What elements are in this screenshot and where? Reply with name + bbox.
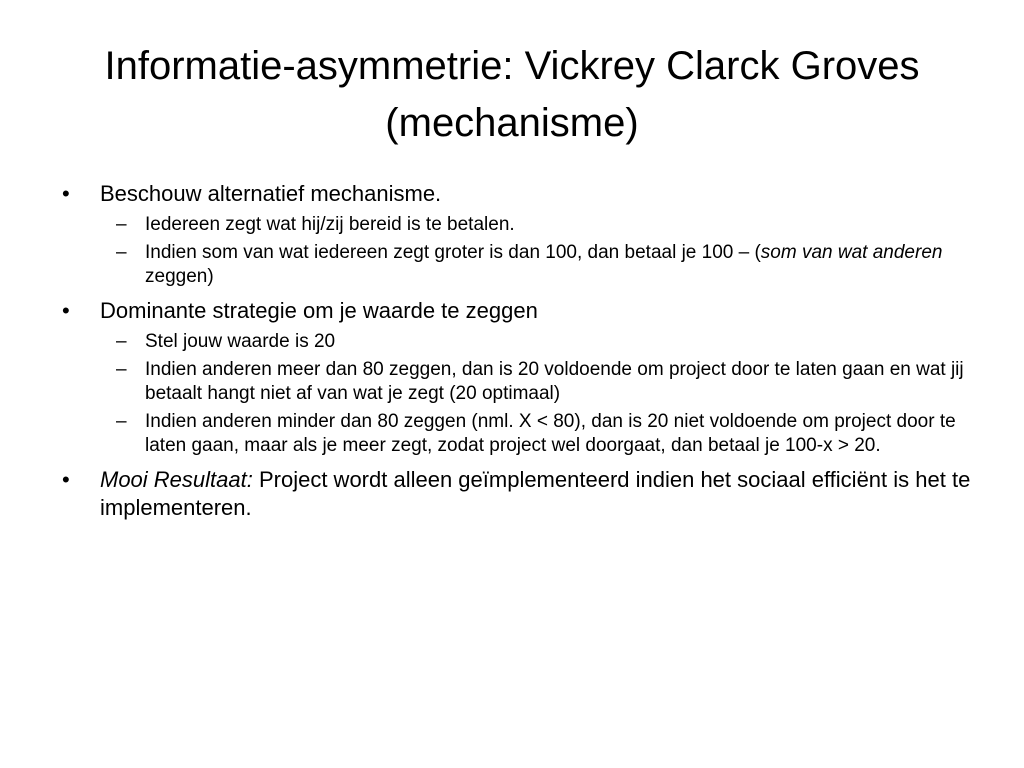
bullet-item — [62, 180, 982, 289]
slide-title: Informatie-asymmetrie: Vickrey Clarck Groves (mechanisme) — [104, 44, 920, 145]
sub-item — [100, 213, 982, 237]
dash-marker: – — [116, 411, 127, 432]
bullet-emphasis: Mooi Resultaat: — [100, 467, 253, 492]
sub-emphasis: som van wat anderen — [760, 242, 943, 263]
bullet-text: Beschouw alternatief mechanisme. — [100, 181, 442, 206]
sub-text: Iedereen zegt wat hij/zij bereid is te betalen. — [145, 214, 515, 235]
bullet-marker: • — [62, 467, 70, 492]
sub-item — [100, 410, 982, 458]
bullet-marker: • — [62, 298, 70, 323]
dash-marker: – — [116, 331, 127, 352]
bullet-item — [62, 466, 982, 522]
sub-item — [100, 241, 982, 289]
sub-text: zeggen) — [145, 266, 214, 287]
bullet-text: Dominante strategie om je waarde te zeggen — [100, 298, 538, 323]
sub-list — [100, 213, 982, 289]
sub-text: Indien som van wat iedereen zegt groter is dan 100, dan betaal je 100 – ( — [145, 242, 761, 263]
sub-text: Indien anderen minder dan 80 zeggen (nml. X < 80), dan is 20 niet voldoende om project door te laten gaan, maar als je meer zegt, zodat project wel doorgaat, dan betaal je 100-x > 20. — [145, 411, 956, 456]
sub-list — [100, 330, 982, 458]
bullet-item — [62, 297, 982, 458]
sub-item — [100, 358, 982, 406]
sub-item — [100, 330, 982, 354]
sub-text: Stel jouw waarde is 20 — [145, 331, 336, 352]
bullet-text: Project wordt alleen geïmplementeerd indien het sociaal efficiënt is het te implementeren. — [100, 467, 971, 520]
dash-marker: – — [116, 359, 127, 380]
dash-marker: – — [116, 214, 127, 235]
slide-content — [62, 180, 982, 522]
dash-marker: – — [116, 242, 127, 263]
bullet-marker: • — [62, 181, 70, 206]
sub-text: Indien anderen meer dan 80 zeggen, dan is 20 voldoende om project door te laten gaan en wat jij betaalt hangt niet af van wat je zegt (20 optimaal) — [145, 359, 964, 404]
